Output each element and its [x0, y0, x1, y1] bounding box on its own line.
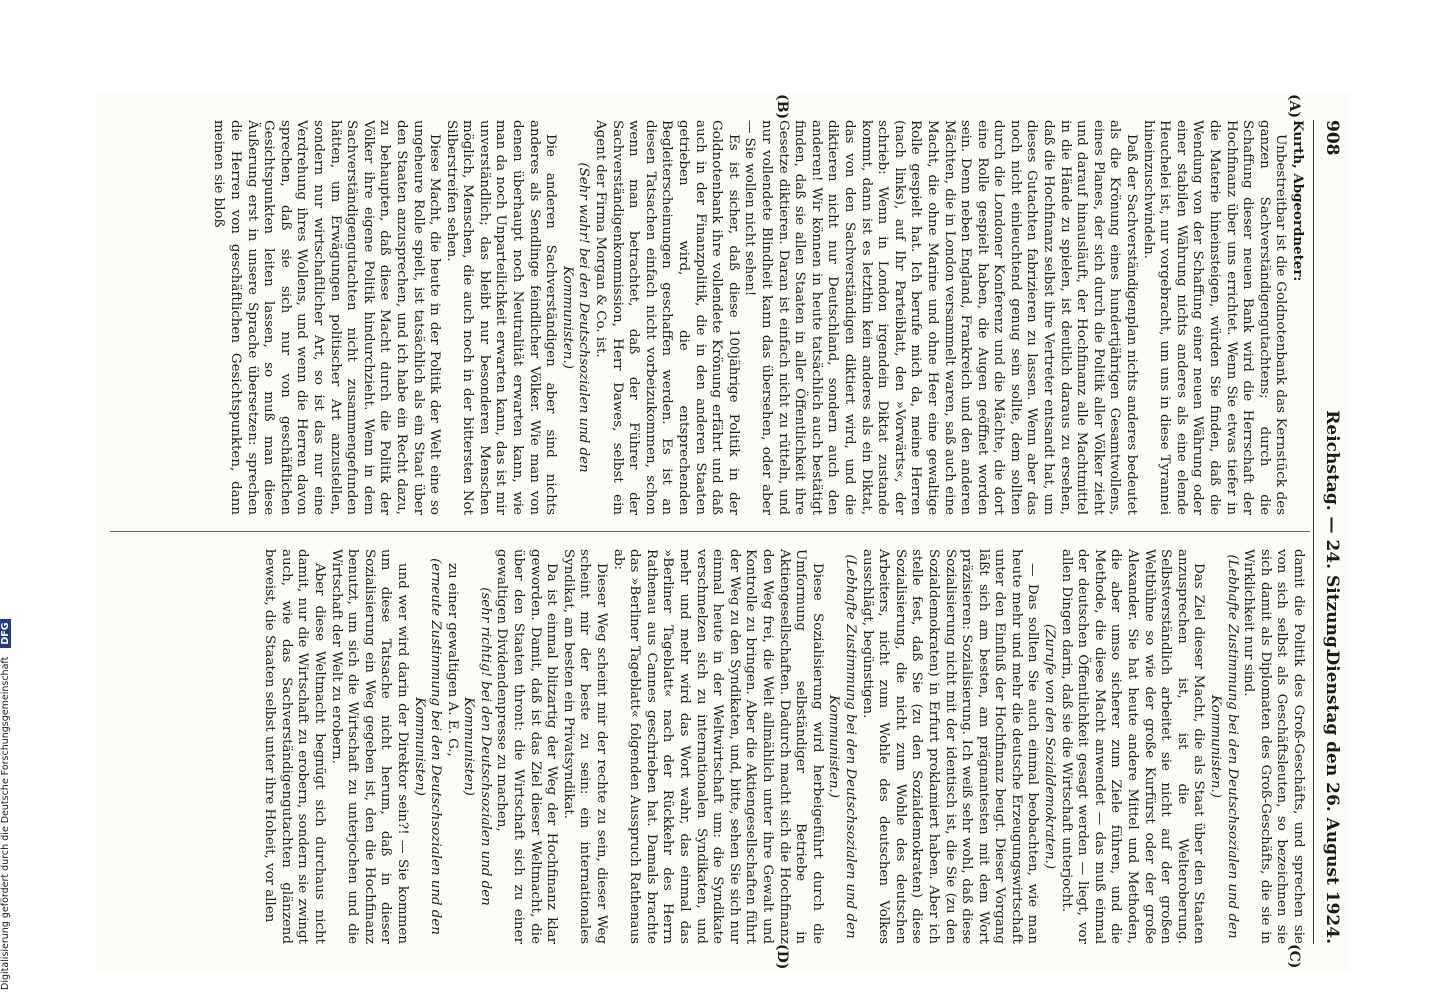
scanned-page: [95, 92, 1350, 972]
paragraph: Aber diese Weltmacht begnügt sich durchaus nicht damit, nur die Wirtschaft zu erobern, sondern sie zwingt auch, wie das Sachverständigengutachten glänzend beweist, die Staaten selbst unter ihre Hoheit, vor allen: [262, 549, 327, 944]
margin-mark-b: (B): [774, 94, 790, 120]
interjection: (sehr richtig! bei den Deutschsozialen und den Kommunisten): [461, 587, 493, 906]
funding-note-text: Digitalisierung gefördert durch die Deutsche Forschungsgemeinschaft: [0, 656, 11, 990]
margin-mark-a: (A): [1286, 94, 1302, 119]
right-column: [261, 549, 1306, 944]
column-divider: [110, 531, 1310, 532]
speaker-label: Kurth, Abgeordneter:: [1290, 120, 1306, 282]
funding-note: [0, 0, 11, 1000]
page-number: 908: [1322, 120, 1342, 156]
interjection: (Sehr wahr! bei den Deutschsozialen und den Kommunisten.): [559, 162, 592, 473]
paragraph: damit die Politik des Groß-Geschäfts, und sprechen sie von sich selbst als Geschäftsleuten, so bezeichnen sie sich damit als Diplomaten des Groß-Geschäfts, die sie in Wirklichkeit nur sind.: [1241, 549, 1306, 944]
margin-mark-c: (C): [1286, 944, 1302, 969]
paragraph: Da ist einmal blitzartig der Weg der Hochfinanz klar geworden. Damit, daß ist das Ziel dieser Weltmacht, die über den Staaten thront: die Wirtschaft sich zu einer gewaltigen Dividendenpresse zu machen,: [494, 549, 560, 944]
dfg-logo: DFG: [0, 619, 11, 647]
paragraph: Es ist sicher, daß diese 100jährige Politik in der Goldnotenbank ihre vollendete Krönung erfährt und daß auch in der Finanzpolitik, die in den anderen Staaten getrieben wird, die entsprechenden Begleiterscheinungen geschaffen werden. Es ist an diesen Tatsachen einfach nicht vorbeizukommen, schon wenn man betrachtet, daß der Führer der Sachverständigenkommission, Herr Dawes, selbst ein Agent der Firma Morgan & Co. ist.: [593, 120, 741, 515]
interjection: (Lebhafte Zustimmung bei den Deutschsozialen und den Kommunisten.): [1208, 554, 1240, 939]
interjection: (Lebhafte Zustimmung bei den Deutschsozialen und den Kommunisten.): [826, 554, 858, 939]
page-header: [1318, 120, 1342, 944]
paragraph: Das Ziel dieser Macht, die als Staat über den Staaten anzusprechen ist, ist die Welteroberung. Selbstverständlich arbeitet sie nicht auf der großen Weltbühne so wie der große Kurfürst oder der große Alexander. Sie hat heute andere Mittel und Methoden, die aber umso sicherer zum Ziele führen, und die Methode, die diese Macht anwendet — das muß einmal der deutschen Öffentlichkeit gesagt werden — liegt, vor allen Dingen darin, daß sie die Wirtschaft unterjocht.: [1058, 549, 1207, 944]
quotation: Dieser Weg scheint mir der rechte zu sein, dieser Weg scheint mir der beste zu sein: ein internationales Syndikat, am besten ein Privatsyndikat.: [560, 549, 610, 944]
paragraph: Diese Sozialisierung wird herbeigeführt durch die Umformung selbständiger Betriebe in Aktiengesellschaften. Dadurch macht sich die Hochfinanz den Weg frei, die Welt allmählich unter ihre Gewalt und Kontrolle zu bringen. Aber die Aktiengesellschaften führt der Weg zu den Syndikaten, und, bitte, sehen Sie sich nur einmal heute in der Weltwirtschaft um: die Syndikate verschmelzen sich zu internationalen Syndikaten, und mehr und mehr wird das Wort wahr, das einmal das »Berliner Tageblatt« nach der Rückkehr des Herrn Rathenau aus Cannes geschrieben hat. Damals brachte das »Berliner Tageblatt« folgenden Ausspruch Rathenaus ab:: [610, 549, 825, 944]
left-column: [210, 120, 1306, 515]
page-date: Dienstag den 26. August 1924.: [1322, 650, 1342, 944]
paragraph: Daß der Sachverständigenplan nichts anderes bedeutet als die Krönung eines hundertjährigen Gesamtwollens, eines Planes, der sich durch die Politik aller Völker zieht und darauf hinausläuft, der Hochfinanz alle Machtmittel in die Hände zu spielen, ist deutlich daraus zu ersehen, daß die Hochfinanz selbst ihre Vertreter entsandt hat, um dieses Gutachten fabrizieren zu lassen. Wenn aber das noch nicht einleuchtend genug sein sollte, dem sollten durch die Londoner Konferenz und die Mächte, die dort eine Rolle gespielt haben, die Augen geöffnet worden sein. Denn neben England, Frankreich und den anderen Mächten, die in London versammelt waren, saß auch eine Macht, die ohne Marine und ohne Heer eine gewaltige Rolle gespielt hat. Ich berufe mich da, meine Herren (nach links), auf Ihr Parteiblatt, den »Vorwärts«, der schrieb: Wenn in London irgendein Diktat zustande kommt, dann ist es letzthin kein anderes als ein Diktat, das von den Sachverständigen diktiert wird, und die diktieren nicht nur Deutschland, sondern auch den anderen! Wir können in heute tatsächlich auch bestätigt finden, daß sie allen Staaten in aller Öffentlichkeit ihre Gesetze diktieren. Daran ist einfach nicht zu rütteln, und nur vollendete Blindheit kann das übersehen, oder aber — Sie wollen nicht sehen!: [742, 120, 1140, 515]
paragraph: zu einer gewaltigen A. E. G.,: [444, 563, 460, 757]
paragraph: und wer wird darin der Direktor sein?! — Sie kommen um diese Tatsache nicht herum, daß in dieser Sozialisierung ein Weg gegeben ist, den die Hochfinanz benutzt, um sich die Wirtschaft zu unterjochen und die Wirtschaft der Welt zu erobern.: [328, 549, 410, 944]
paragraph: — Das sollten Sie auch einmal beobachten, wie man heute mehr und mehr die deutsche Erzeugungswirtschaft unter den Einfluß der Hochfinanz beugt. Dieser Vorgang läßt sich am besten, am prägnantesten mit dem Wort präzisieren: Sozialisierung. Ich weiß sehr wohl, daß diese Sozialisierung nicht mit der identisch ist, die Sie (zu den Sozialdemokraten) in Erfurt proklamiert haben. Aber ich stelle fest, daß Sie (zu den Sozialdemokraten) diese Sozialisierung, die nicht zum Wohle des deutschen Arbeiters, nicht zum Wohle des deutschen Volkes ausschlägt, begünstigen.: [859, 549, 1041, 944]
page-title: Reichstag. — 24. Sitzung.: [1322, 410, 1342, 654]
interjection: (erneute Zustimmung bei den Deutschsozialen und den Kommunisten): [411, 558, 444, 935]
header-rule: [1313, 120, 1314, 944]
margin-mark-d: (D): [774, 944, 790, 970]
paragraph: Diese Macht, die heute in der Politik der Welt eine so ungeheure Rolle spielt, ist tatsächlich als ein Staat über den Staaten anzusprechen, und ich habe ein Recht dazu, zu behaupten, daß diese Macht durch die Politik der Völker ihre eigene Politik hindurchzieht. Wenn in dem Sachverständigengutachten nicht zusammengefunden hätten, um Erwägungen politischer Art anzustellen, sondern nur wirtschaftlicher Art, so ist das nur eine Verdrehung ihres Wollens, und wenn die Herren davon sprechen, daß sie sich nur von geschäftlichen Gesichtspunkten leiten lassen, so muß man diese Äußerung erst in unsere Sprache übersetzen: sprechen die Herren von geschäftlichen Gesichtspunkten, dann meinen sie bloß: [211, 120, 443, 515]
paragraph: Unbestreitbar ist die Goldnotenbank das Kernstück des ganzen Sachverständigengutachtens; durch die Schaffung dieser neuen Bank wird die Herrschaft der Hochfinanz über uns errichtet. Wenn Sie etwas tiefer in die Materie hineinsteigen, würden Sie finden, daß die Wendung von der Schaffung einer neuen Währung oder einer stabilen Währung nichts anderes als eine elende Heuchelei ist, nur vorgebracht, um uns in diese Tyrannei hineinzuschwindeln.: [1140, 120, 1289, 515]
rotated-page-content: [95, 92, 1350, 972]
interjection: (Zurufe von den Sozialdemokraten.): [1042, 623, 1058, 870]
paragraph: Die anderen Sachverständigen aber sind nichts anderes als Sendlinge feindlicher Völker. Wie man von denen überhaupt noch Neutralität erwarten kann, wie man da noch Unparteilichkeit erwarten kann, das ist mir unverständlich; das bleibt nur besonderen Menschen möglich, Menschen, die auch noch in der bittersten Not Silberstreifen sehen.: [443, 120, 559, 515]
